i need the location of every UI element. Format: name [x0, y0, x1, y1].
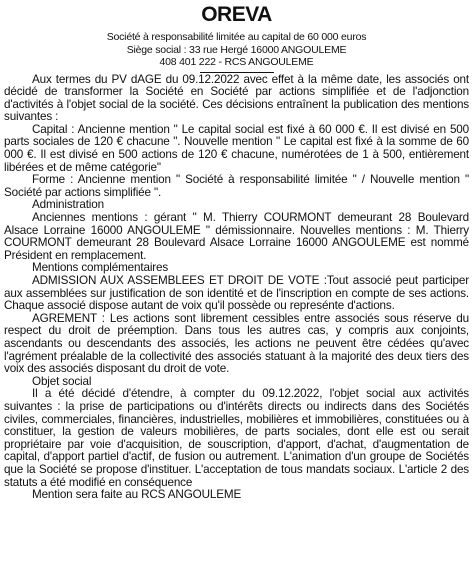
section-heading-mentions: Mentions complémentaires: [32, 261, 169, 275]
paragraph-intro: Aux termes du PV dAGE du 09.12.2022 avec effet à la même date, les associés ont décidé de transformer la Société en Société par actions simplifiée et de l'adjonction d'activités à l'objet social de la société. Ces décisions entraînent la publication des mentions suivantes :: [4, 72, 469, 124]
paragraph-capital: Capital : Ancienne mention " Le capital social est fixé à 60 000 €. Il est divisé en 500 parts sociales de 120 € chacune ". Nouvelle mention " Le capital est fixé à la somme de 60 000 €. Il est divisé en 500 actions de 120 € chacune, numérotées de 1 à 500, entièrement libérées et de même catégorie": [4, 122, 469, 174]
company-name: OREVA: [201, 3, 272, 26]
company-head-office: Siège social : 33 rue Hergé 16000 ANGOULEME: [126, 43, 347, 56]
company-registration: 408 401 222 - RCS ANGOULEME: [159, 56, 314, 68]
notice-body: [4, 74, 469, 502]
section-heading-objet: Objet social: [32, 374, 92, 388]
paragraph-rcs: Mention sera faite au RCS ANGOULEME: [32, 488, 242, 502]
paragraph-agrement: AGREMENT : Les actions sont librement cessibles entre associés sous réserve du respect du droit de préemption. Dans tous les autres cas, y compris aux conjoints, ascendants ou descendants des associés, les actions ne peuvent être cédées qu'avec l'agrément préalable de la collectivité des associés statuant à la majorité des deux tiers des voix des associés disposant du droit de vote.: [4, 311, 469, 376]
company-legal-form: Société à responsabilité limitée au capital de 60 000 euros: [106, 31, 367, 43]
paragraph-forme: Forme : Ancienne mention " Société à responsabilité limitée " / Nouvelle mention " Société par actions simplifiée ".: [4, 173, 469, 199]
paragraph-admission: ADMISSION AUX ASSEMBLEES ET DROIT DE VOTE :Tout associé peut participer aux assemblées sur justification de son identité et de l'inscription en compte de ses actions. Chaque associé dispose autant de voix qu'il possède ou represénte d'actions.: [4, 274, 469, 313]
section-heading-administration: Administration: [32, 198, 104, 212]
paragraph-administration: Anciennes mentions : gérant " M. Thierry COURMONT demeurant 28 Boulevard Alsace Lorraine 16000 ANGOULEME " démissionnaire. Nouvelles mentions : M. Thierry COURMONT demeurant 28 Boulevard Alsace Lorraine 16000 ANGOULEME est nommé Président en remplacement.: [4, 211, 469, 262]
paragraph-objet: Il a été décidé d'étendre, à compter du 09.12.2022, l'objet social aux activités suivantes : la prise de participations ou d'intérêts directs ou indirects dans des Sociétés civiles, commerciales, financières, industrielles, mobilières et immobilières, constituées ou à constituer, la gestion de valeurs mobilières, de parts sociales, dont elle est ou serait propriétaire par voie d'acquisition, de souscription, d'apport, d'achat, d'augmentation de capital, d'apport partiel d'actif, de fusion ou autrement. L'animation d'un groupe de Sociétés que la Société se propose d'instituer. L'acceptation de tous mandats sociaux. L'article 2 des statuts a été modifié en conséquence: [4, 387, 469, 489]
